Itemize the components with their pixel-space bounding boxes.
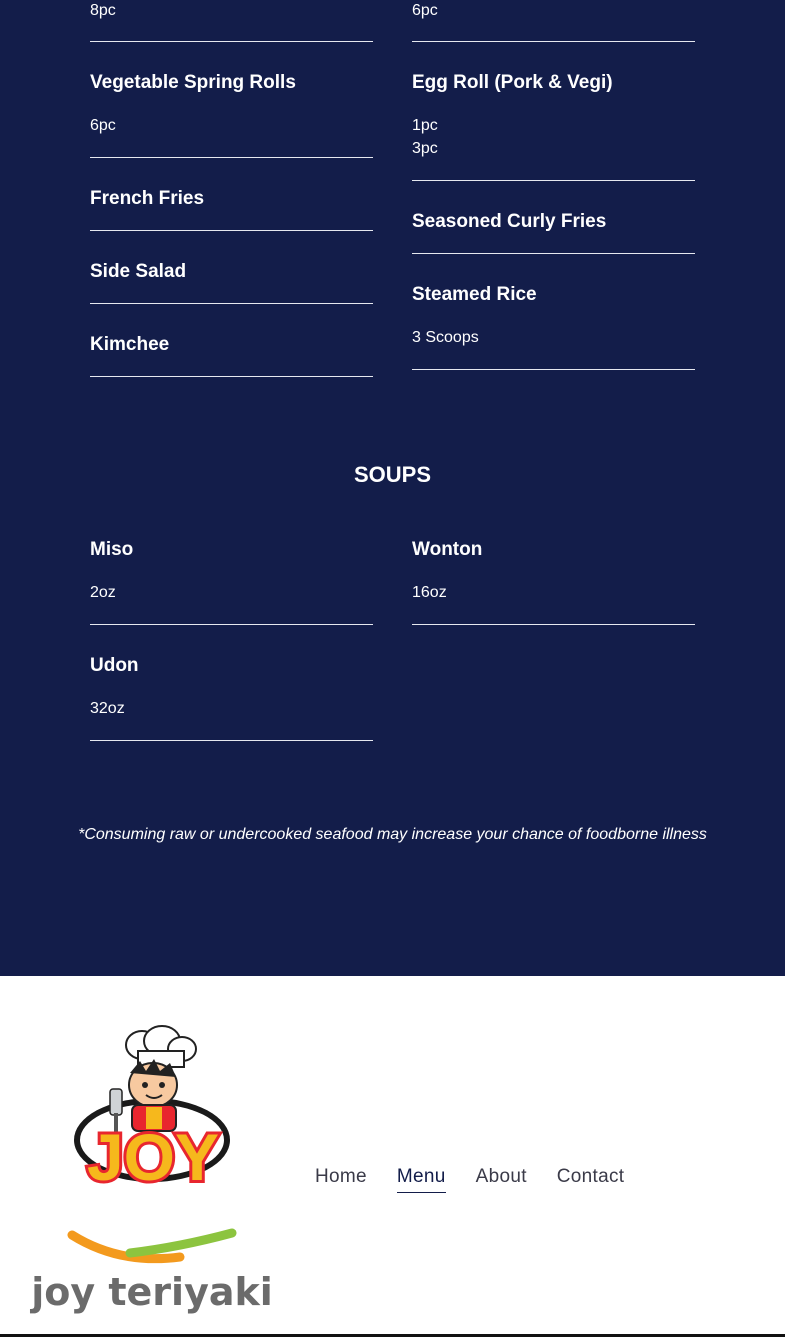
- item-portion: 2oz: [90, 584, 116, 601]
- menu-item: [90, 158, 373, 231]
- sides-left-column: [90, 0, 373, 377]
- soups-right-column: [412, 509, 695, 625]
- nav-about[interactable]: About: [475, 1166, 527, 1187]
- menu-item: [90, 0, 373, 42]
- seafood-disclaimer: *Consuming raw or undercooked seafood may increase your chance of foodborne illness: [78, 826, 707, 843]
- item-name: Steamed Rice: [412, 284, 537, 305]
- section-title-soups: SOUPS: [353, 462, 432, 487]
- menu-item: [90, 42, 373, 158]
- item-name: Seasoned Curly Fries: [412, 211, 607, 232]
- item-name: Kimchee: [90, 334, 170, 355]
- item-portion: 32oz: [90, 700, 125, 717]
- footer-nav: [315, 1166, 624, 1193]
- joy-teriyaki-logo[interactable]: [31, 1025, 273, 1315]
- item-name: Side Salad: [90, 261, 187, 282]
- item-portion: 6pc: [90, 117, 116, 134]
- item-name: Egg Roll (Pork & Vegi): [412, 72, 613, 93]
- item-name: Udon: [90, 655, 139, 676]
- item-name: Miso: [90, 539, 134, 560]
- nav-home[interactable]: Home: [315, 1166, 367, 1187]
- item-portion: 6pc: [412, 2, 438, 19]
- menu-item: [412, 0, 695, 42]
- nav-menu[interactable]: Menu: [397, 1166, 446, 1193]
- item-name: Vegetable Spring Rolls: [90, 72, 296, 93]
- item-portion: 16oz: [412, 584, 447, 601]
- item-portion: 8pc: [90, 2, 116, 19]
- menu-item: [90, 625, 373, 741]
- item-name: French Fries: [90, 188, 205, 209]
- item-portion: 3 Scoops: [412, 329, 479, 346]
- sides-right-column: [412, 0, 695, 370]
- menu-item: [90, 304, 373, 377]
- item-portion: 1pc: [412, 117, 438, 134]
- nav-contact[interactable]: Contact: [556, 1166, 625, 1187]
- logo-wordmark: JOY: [86, 1120, 220, 1194]
- item-portion: 3pc: [412, 140, 438, 157]
- menu-item: [90, 231, 373, 304]
- menu-item: [90, 509, 373, 625]
- menu-item: [412, 42, 695, 181]
- soups-left-column: [90, 509, 373, 741]
- item-name: Wonton: [412, 539, 483, 560]
- logo-graphic: [31, 1025, 273, 1315]
- menu-item: [412, 254, 695, 370]
- menu-item: [412, 181, 695, 254]
- brand-name: joy teriyaki: [31, 1270, 273, 1314]
- menu-item: [412, 509, 695, 625]
